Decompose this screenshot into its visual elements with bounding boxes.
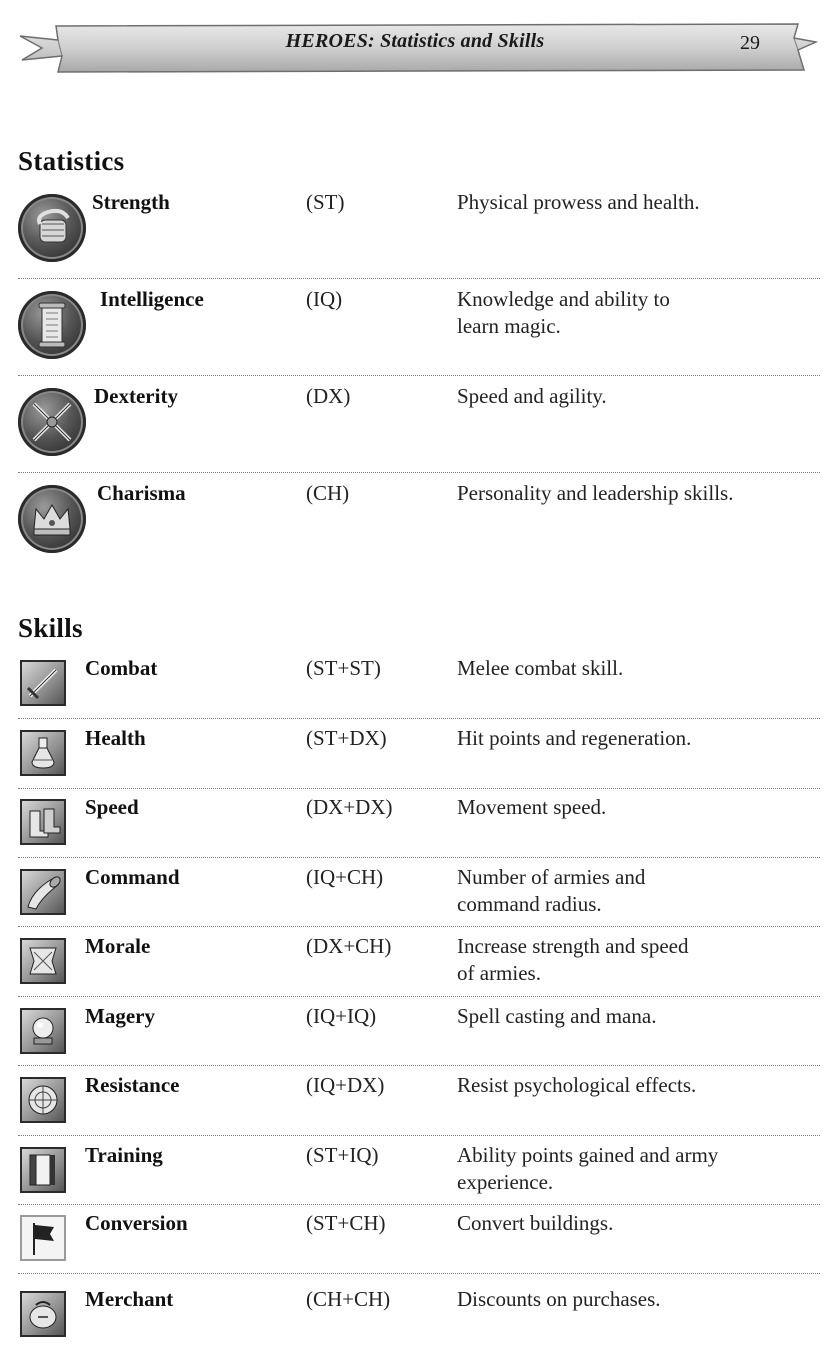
skill-name: Morale (85, 934, 151, 958)
row-divider (18, 472, 820, 473)
skill-row-health (18, 726, 820, 786)
skill-desc: Ability points gained and army experience. (457, 1143, 719, 1194)
skill-abbr: (ST+ST) (306, 656, 381, 680)
shield-icon (20, 1077, 66, 1123)
banner-icon (20, 938, 66, 984)
stat-abbr: (CH) (306, 481, 350, 505)
row-divider (18, 996, 820, 997)
book-icon (20, 1147, 66, 1193)
stat-row-charisma (18, 481, 820, 561)
row-divider (18, 1204, 820, 1205)
skill-name: Conversion (85, 1211, 188, 1235)
stat-name: Dexterity (94, 384, 178, 408)
row-divider (18, 278, 820, 279)
skill-row-conversion (18, 1211, 820, 1275)
row-divider (18, 375, 820, 376)
skill-desc: Movement speed. (457, 795, 607, 819)
flag-icon (20, 1215, 66, 1261)
row-divider (18, 926, 820, 927)
skill-abbr: (IQ+CH) (306, 865, 384, 889)
skill-name: Magery (85, 1004, 155, 1028)
skill-name: Combat (85, 656, 158, 680)
crystal-ball-icon (20, 1008, 66, 1054)
skill-abbr: (ST+IQ) (306, 1143, 379, 1167)
row-divider (18, 1065, 820, 1066)
skill-name: Merchant (85, 1287, 174, 1311)
sword-icon (20, 660, 66, 706)
skill-abbr: (DX+CH) (306, 934, 392, 958)
skill-abbr: (ST+DX) (306, 726, 387, 750)
stat-desc: Knowledge and ability to learn magic. (457, 287, 670, 338)
skill-row-training (18, 1143, 820, 1203)
row-divider (18, 1273, 820, 1274)
stat-desc: Personality and leadership skills. (457, 481, 734, 505)
skill-desc: Number of armies and command radius. (457, 865, 646, 916)
statistics-heading: Statistics (18, 146, 125, 176)
stat-row-dexterity (18, 384, 820, 464)
skill-name: Resistance (85, 1073, 180, 1097)
stat-abbr: (ST) (306, 190, 345, 214)
stat-row-strength (18, 190, 820, 270)
skill-desc: Melee combat skill. (457, 656, 624, 680)
row-divider (18, 1135, 820, 1136)
skill-abbr: (IQ+DX) (306, 1073, 385, 1097)
skill-name: Training (85, 1143, 163, 1167)
skill-row-morale (18, 934, 820, 994)
skill-desc: Hit points and regeneration. (457, 726, 692, 750)
skill-name: Command (85, 865, 180, 889)
skill-desc: Discounts on purchases. (457, 1287, 661, 1311)
skill-row-speed (18, 795, 820, 855)
row-divider (18, 788, 820, 789)
stat-desc: Physical prowess and health. (457, 190, 700, 214)
skill-row-resistance (18, 1073, 820, 1133)
skill-name: Speed (85, 795, 139, 819)
skill-abbr: (DX+DX) (306, 795, 393, 819)
fist-icon (18, 194, 86, 262)
skill-row-command (18, 865, 820, 925)
row-divider (18, 857, 820, 858)
crown-icon (18, 485, 86, 553)
page-number: 29 (740, 32, 760, 54)
page-title: HEROES: Statistics and Skills (285, 30, 545, 52)
page-header-banner (18, 20, 818, 78)
skill-name: Health (85, 726, 146, 750)
stat-abbr: (DX) (306, 384, 351, 408)
skill-row-merchant (18, 1287, 820, 1347)
skills-heading: Skills (18, 613, 83, 643)
skill-desc: Increase strength and speed of armies. (457, 934, 689, 985)
skill-abbr: (IQ+IQ) (306, 1004, 377, 1028)
crossed-swords-icon (18, 388, 86, 456)
boots-icon (20, 799, 66, 845)
skill-desc: Resist psychological effects. (457, 1073, 697, 1097)
stat-name: Intelligence (100, 287, 204, 311)
stat-row-intelligence (18, 287, 820, 367)
stat-name: Charisma (97, 481, 186, 505)
skill-row-magery (18, 1004, 820, 1064)
horn-icon (20, 869, 66, 915)
coin-purse-icon (20, 1291, 66, 1337)
skill-abbr: (CH+CH) (306, 1287, 391, 1311)
row-divider (18, 718, 820, 719)
stat-name: Strength (92, 190, 170, 214)
stat-abbr: (IQ) (306, 287, 343, 311)
skill-desc: Spell casting and mana. (457, 1004, 657, 1028)
skill-abbr: (ST+CH) (306, 1211, 386, 1235)
skill-desc: Convert buildings. (457, 1211, 614, 1235)
scroll-icon (18, 291, 86, 359)
stat-desc: Speed and agility. (457, 384, 607, 408)
potion-icon (20, 730, 66, 776)
skill-row-combat (18, 656, 820, 716)
